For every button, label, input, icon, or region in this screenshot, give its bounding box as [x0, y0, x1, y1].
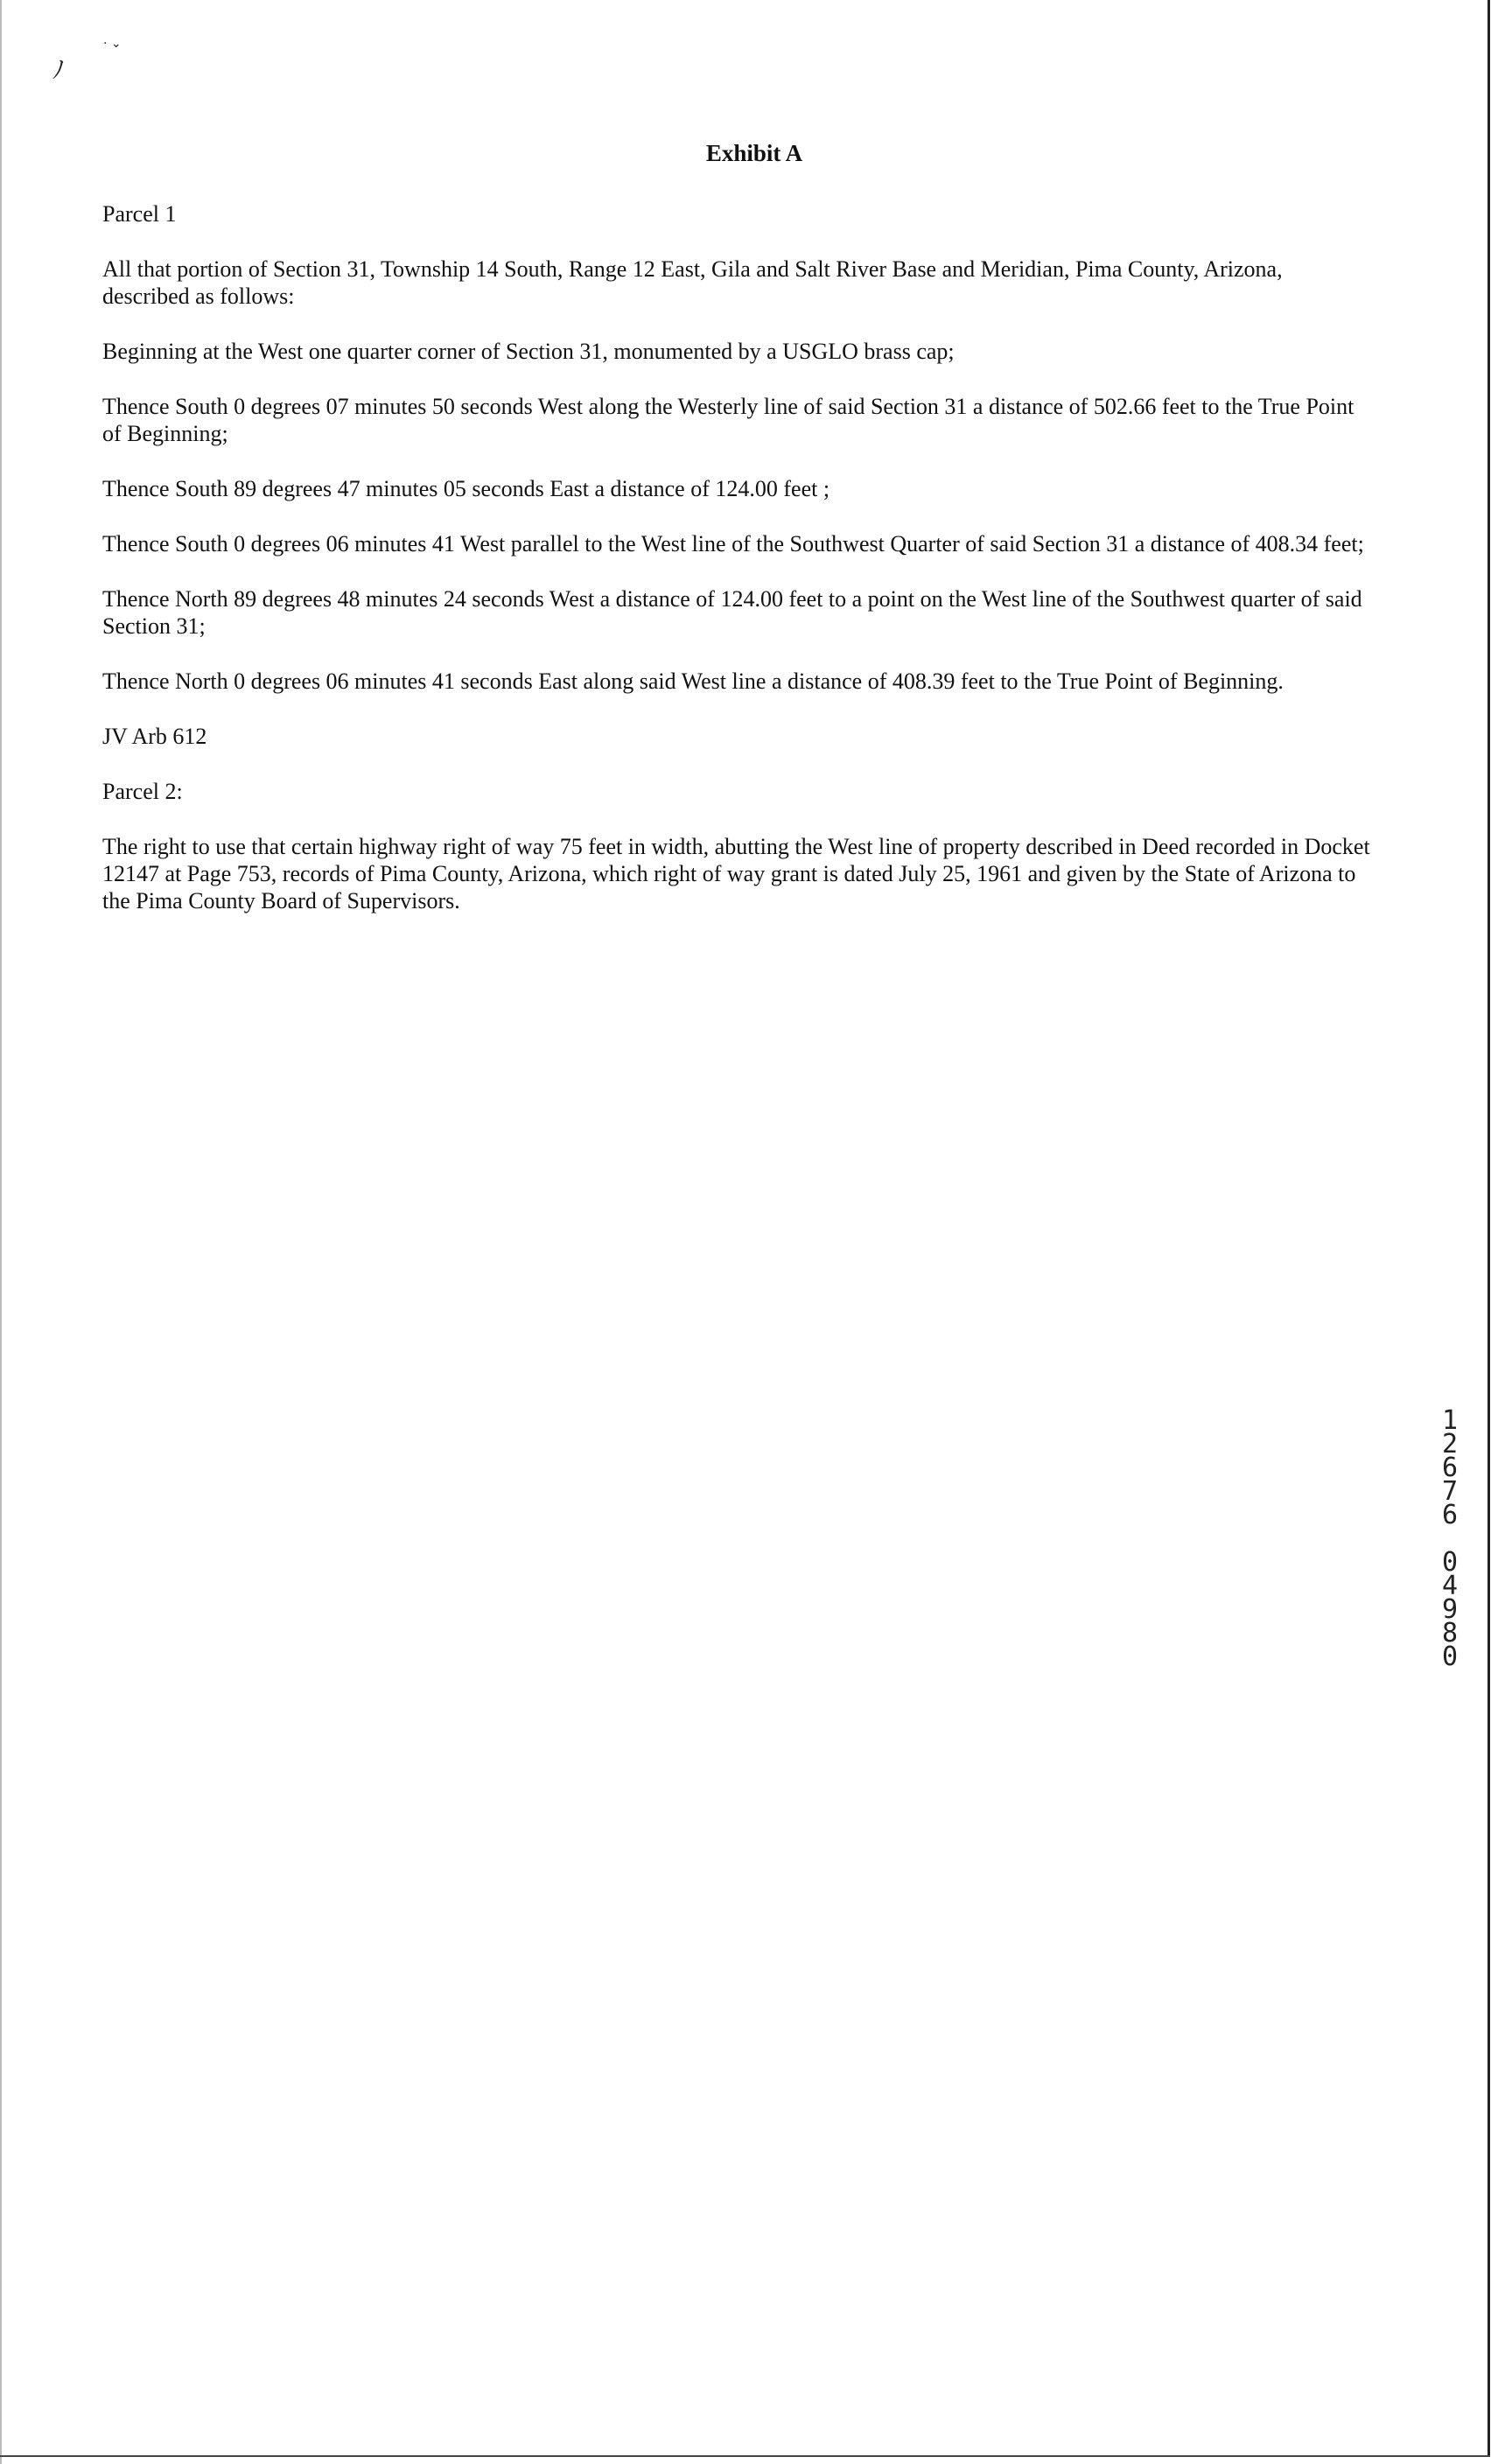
parcel-1-heading: Parcel 1	[102, 201, 177, 227]
recording-digit: 0	[1441, 1642, 1459, 1672]
recording-digit: 6	[1441, 1500, 1459, 1530]
recording-digit: 9	[1441, 1594, 1459, 1625]
document-title: Exhibit A	[705, 140, 803, 166]
recording-digit: 8	[1441, 1618, 1459, 1648]
recording-digit: 4	[1441, 1571, 1459, 1601]
parcel-2-heading: Parcel 2:	[102, 779, 183, 804]
page-right-edge	[1488, 0, 1490, 2457]
recording-digit: 7	[1441, 1476, 1459, 1507]
legal-description-paragraph: Thence South 0 degrees 07 minutes 50 seconds West along the Westerly line of said Section 31 a distance of 502.66 feet to the True Point of Beginning;	[102, 394, 1354, 446]
legal-description-paragraph: Thence South 0 degrees 06 minutes 41 West parallel to the West line of the Southwest Quarter of said Section 31 a distance of 408.34 feet;	[102, 531, 1364, 556]
legal-description-paragraph: Beginning at the West one quarter corner of Section 31, monumented by a USGLO brass cap;	[102, 339, 955, 364]
recording-digit: 6	[1441, 1452, 1459, 1483]
parcel-2-description: The right to use that certain highway right of way 75 feet in width, abutting the West line of property described in Deed recorded in Docket 12147 at Page 753, records of Pima County, Arizona, which right of way grant is dated July 25, 1961 and given by the State of Arizona to the Pima County Board of Supervisors.	[102, 834, 1370, 914]
scan-speck-mark: ﾉ	[52, 55, 66, 84]
legal-description-paragraph: Thence South 89 degrees 47 minutes 05 seconds East a distance of 124.00 feet ;	[102, 476, 830, 501]
recording-digit: 0	[1441, 1547, 1459, 1578]
recording-number-stamp	[1435, 1405, 1465, 1672]
recording-digit: 1	[1441, 1405, 1459, 1436]
legal-description-paragraph: All that portion of Section 31, Township 14 South, Range 12 East, Gila and Salt River Base and Meridian, Pima County, Arizona, described as follows:	[102, 256, 1283, 309]
page-bottom-edge	[0, 2455, 1490, 2457]
legal-description-paragraph: Thence North 0 degrees 06 minutes 41 seconds East along said West line a distance of 408.39 feet to the True Point of Beginning.	[102, 668, 1284, 694]
reference-code: JV Arb 612	[102, 724, 207, 749]
recording-digit: 2	[1441, 1429, 1459, 1460]
legal-description-paragraph: Thence North 89 degrees 48 minutes 24 seconds West a distance of 124.00 feet to a point on the West line of the Southwest quarter of said Section 31;	[102, 586, 1362, 639]
scan-dot-mark: · ⌄	[103, 37, 122, 51]
document-body	[102, 140, 1371, 942]
page-left-edge	[0, 0, 2, 2464]
